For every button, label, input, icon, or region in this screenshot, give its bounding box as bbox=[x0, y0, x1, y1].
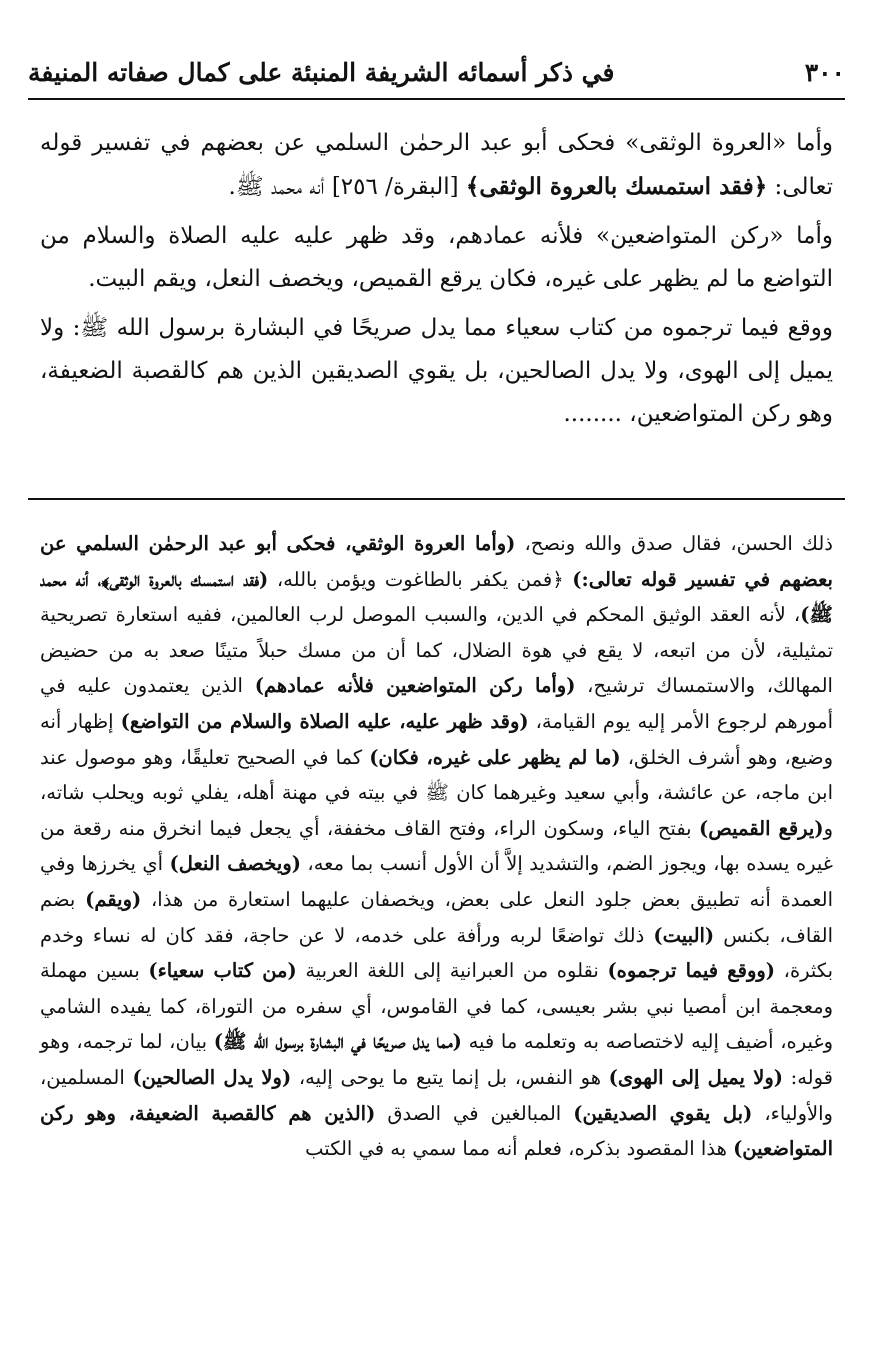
quoted-lemma: (بل يقوي الصديقين) bbox=[573, 1101, 753, 1125]
commentary-text bbox=[40, 526, 833, 1167]
commentary-span: نقلوه من العبرانية إلى اللغة العربية bbox=[296, 959, 608, 983]
quoted-lemma: (البيت) bbox=[653, 923, 715, 947]
quoted-lemma: (ووقع فيما ترجموه) bbox=[607, 959, 776, 983]
ellipsis-dots: ........ bbox=[563, 401, 622, 427]
quoted-lemma: (فقد استمسك بالعروة الوثقى﴾، أنه محمد ﷺ) bbox=[40, 567, 833, 627]
commentary-span: بسين مهملة ومعجمة ابن أمصيا نبي بشر بعيسى، كما في القاموس، أي سفره من التوراة، كما يفيده الشامي وغيره، أضيف إليه لاختصاصه به وتعلمه ما فيه bbox=[40, 959, 833, 1054]
quoted-lemma: (يرقع القميص) bbox=[698, 816, 824, 840]
commentary-span: كما في الصحيح تعليقًا، وهو موصول عند ابن ماجه، عن عائشة، وأبي سعيد وغيرهما كان ﷺ في بيته في مهنة أهله، يفلي ثوبه ويحلب شاته، و bbox=[40, 745, 833, 840]
commentary-paragraph bbox=[40, 526, 833, 1167]
commentary-span: ذلك الحسن، فقال صدق والله ونصح، bbox=[515, 532, 833, 555]
commentary-span: إظهار أنه وضيع، وهو أشرف الخلق، bbox=[40, 709, 834, 769]
quoted-lemma: (ما لم يظهر على غيره، فكان) bbox=[369, 745, 621, 769]
quoted-lemma: (مما يدل صريحًا في البشارة برسول الله ﷺ) bbox=[213, 1030, 462, 1054]
page-number: ٣٠٠ bbox=[804, 58, 845, 87]
main-text-span: وأما «العروة الوثقى» فحكى أبو عبد الرحمٰن السلمي عن بعضهم في تفسير قوله تعالى: bbox=[40, 130, 833, 200]
running-title: في ذكر أسمائه الشريفة المنبئة على كمال صفاته المنيفة bbox=[28, 58, 615, 87]
quran-quote: ﴿فقد استمسك بالعروة الوثقى﴾ bbox=[465, 173, 768, 200]
quoted-lemma: (وأما العروة الوثقي، فحكى أبو عبد الرحمٰن السلمي عن بعضهم في تفسير قوله تعالى:) bbox=[40, 532, 833, 591]
main-paragraph bbox=[40, 307, 833, 436]
commentary-span: الذين يعتمدون عليه في أمورهم لرجوع الأمر إليه يوم القيامة، bbox=[40, 674, 833, 733]
commentary-span: بيان، لما ترجمه، وهو قوله: bbox=[40, 1030, 834, 1089]
quoted-lemma: (ويقم) bbox=[85, 887, 142, 911]
quoted-lemma: (ولا يميل إلى الهوى) bbox=[608, 1065, 783, 1089]
quoted-lemma: (وأما ركن المتواضعين فلأنه عمادهم) bbox=[254, 674, 576, 698]
commentary-span: هو النفس، بل إنما يتبع ما يوحى إليه، bbox=[291, 1065, 609, 1089]
main-paragraph: وأما «ركن المتواضعين» فلأنه عمادهم، وقد ظهر عليه عليه الصلاة والسلام من التواضع ما لم يظهر على غيره، فكان يرقع القميص، ويخصف النعل، ويقم البيت. bbox=[40, 223, 833, 292]
main-text-span: [البقرة/ ٢٥٦] أنه محمد ﷺ. bbox=[228, 174, 466, 200]
quoted-lemma: (ويخصف النعل) bbox=[169, 852, 301, 876]
commentary-span: المبالغين في الصدق bbox=[375, 1101, 574, 1125]
main-paragraph bbox=[40, 122, 833, 209]
commentary-span: بضم القاف، بكنس bbox=[40, 887, 834, 947]
commentary-span: ، لأنه العقد الوثيق المحكم في الدين، والسبب الموصل لرب العالمين، ففيه استعارة تصريحية تمثيلية، لأن من اتبعه، لا يقع في هوة الضلال، كما أن من مسك حبلاً متينًا صعد به من حضيض المهالك، والاستمساك ترشيح، bbox=[40, 603, 833, 698]
header-divider bbox=[28, 98, 845, 100]
quoted-lemma: (ولا يدل الصالحين) bbox=[132, 1065, 292, 1089]
main-text-span: ووقع فيما ترجموه من كتاب سعياء مما يدل صريحًا في البشارة برسول الله ﷺ: ولا يميل إلى الهوى، ولا يدل الصالحين، بل يقوي الصديقين الذين هم كالقصبة الضعيفة، وهو ركن المتواضعين، bbox=[40, 315, 833, 427]
commentary-span: أي يخرزها وفي العمدة أنه تطبيق بعض جلود النعل على بعض، ويخصفان عليهما استعارة من هذا، bbox=[40, 852, 834, 911]
commentary-span: المسلمين، والأولياء، bbox=[40, 1065, 833, 1125]
commentary-divider bbox=[28, 498, 845, 500]
quoted-lemma: (الذين هم كالقصبة الضعيفة، وهو ركن المتواضعين) bbox=[40, 1101, 833, 1161]
commentary-span: هذا المقصود بذكره، فعلم أنه مما سمي به في الكتب bbox=[305, 1137, 734, 1161]
page-header bbox=[28, 50, 845, 96]
quoted-lemma: (وقد ظهر عليه، عليه الصلاة والسلام من التواضع) bbox=[120, 709, 529, 733]
commentary-span: بفتح الياء، وسكون الراء، وفتح القاف مخففة، أي يجعل فيما انخرق منه رقعة من غيره يسده بها، ويجوز الضم، والتشديد إلاَّ أن الأول أنسب بما معه، bbox=[40, 816, 834, 876]
quoted-lemma: (من كتاب سعياء) bbox=[148, 959, 297, 983]
main-text bbox=[40, 122, 833, 436]
commentary-span: ﴿فمن يكفر بالطاغوت ويؤمن بالله، bbox=[268, 567, 573, 591]
commentary-span: ذلك تواضعًا لربه ورأفة على خدمه، لا عن حاجة، فقد كان له نساء وخدم بكثرة، bbox=[40, 923, 833, 983]
